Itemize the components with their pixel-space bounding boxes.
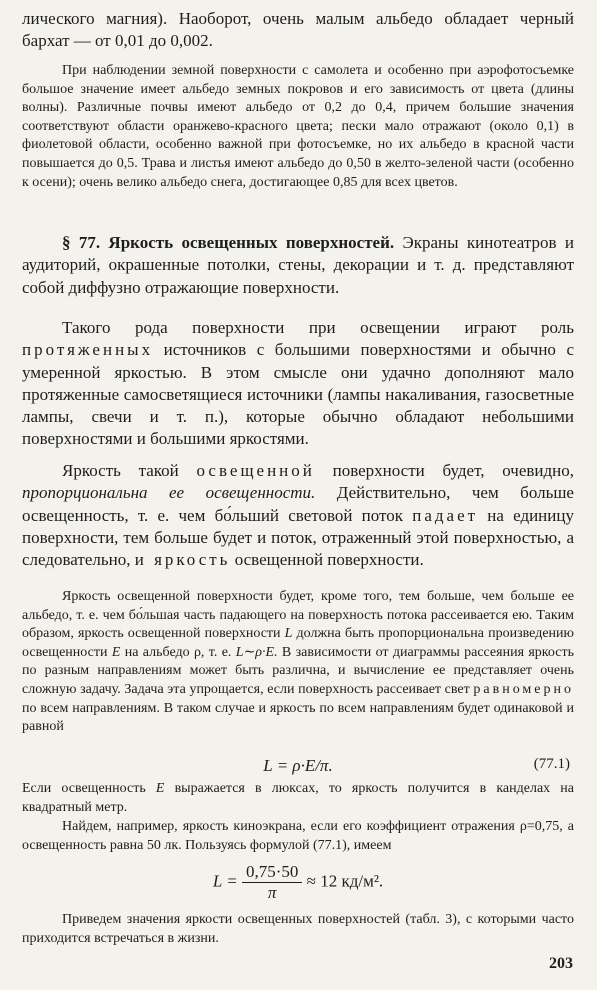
paragraph-aerial-survey: При наблюдении земной поверхности с самолета и особенно при аэрофотосъемке большое значение имеет альбедо земных покровов и его зависимость от цвета (длины волны). Различные почвы имеют альбедо от 0,2 до 0,4, причем большие значения соответствуют области оранжево-красного цвета; пески мало отражают (около 0,1) в фиолетовой области, особенно важной при фотосъемке, но их альбедо в красной части повышается до 0,5. Трава и листья имеют альбедо до 0,50 в желто-зеленой части (особенно к осени); очень велико альбедо снега, достигающее 0,85 для всех цветов. [22,63,574,190]
equation-number: (77.1) [533,756,570,772]
section-77-intro [22,232,574,299]
spaced-term-uniform: равномерно [473,681,574,697]
paragraph-table-ref: Приведем значения яркости освещенных поверхностей (табл. 3), с которыми часто приходится встречаться в жизни. [22,912,574,946]
equation-example: L = $\frac{0,75\cdot 50}{\pi}$ ≈ 12 кд/м². [212,862,384,902]
equation-formula: L = ρ·E/π. [263,756,333,775]
spaced-term-falls: падает [412,505,479,525]
italic-proportional: пропорциональна ее освещенности. [22,483,316,503]
fraction-numerator: 0,75·50 [242,862,302,883]
fraction [242,862,302,903]
paragraph-continuation: лического магния). Наоборот, очень малым альбедо обладает черный бархат — от 0,01 до 0,002. [22,9,574,51]
page-number: 203 [549,955,573,972]
paragraph-extended-sources: Такого рода поверхности при освещении играют роль протяженных источников с большими поверхностями и обычно с умеренной яркостью. В этом смысле они удачно дополняют мало протяженные самосветящиеся источники (лампы накаливания, газосветные лампы, свечи и т. п.), которые обычно обладают небольшими поверхностями и большими яркостями. [22,318,574,449]
spaced-term-illuminated: освещенной [196,461,315,480]
spaced-term-brightness: и яркость [134,550,231,570]
paragraph-units: Если освещенность E выражается в люксах, то яркость получится в канделах на квадратный метр. [22,781,574,815]
section-intro-text: Экраны кинотеатров и аудиторий, окрашенные потолки, стены, декорации и т. д. представляют собой диффузно отражающие поверхности. [22,233,574,297]
paragraph-example: Найдем, например, яркость киноэкрана, если его коэффициент отражения ρ=0,75, а освещенность равна 50 лк. Пользуясь формулой (77.1), имеем [22,819,574,853]
equation-77-1 [22,756,574,776]
paragraph-albedo: Яркость освещенной поверхности будет, кроме того, тем больше, чем больше ее альбедо, т. е. чем бо́льшая часть падающего на поверхность потока рассеивается ею. Таким образом, яркость освещенной поверхности L должна быть пропорциональна произведению освещенности E на альбедо ρ, т. е. L∼ρ·E. В зависимости от диаграммы рассеяния яркость по разным направлениям может быть различна, и вычисление ее представляет очень сложную задачу. Задача эта упрощается, если поверхность рассеивает свет равномерно по всем направлениям. В таком случае и яркость по всем направлениям будет одинаковой и равной [22,589,574,735]
section-heading: § 77. Яркость освещенных поверхностей. [62,233,395,252]
fraction-denominator: π [267,883,277,902]
spaced-term-extended: протяженных [22,340,154,360]
paragraph-brightness: Яркость такой освещенной поверхности будет, очевидно, пропорциональна ее освещенности. Действительно, чем больше освещенность, т. е. чем бо́льший световой поток падает на единицу поверхности, тем больше будет и поток, отраженный этой поверхностью, а следовательно, и яркость освещенной поверхности. [22,461,574,570]
